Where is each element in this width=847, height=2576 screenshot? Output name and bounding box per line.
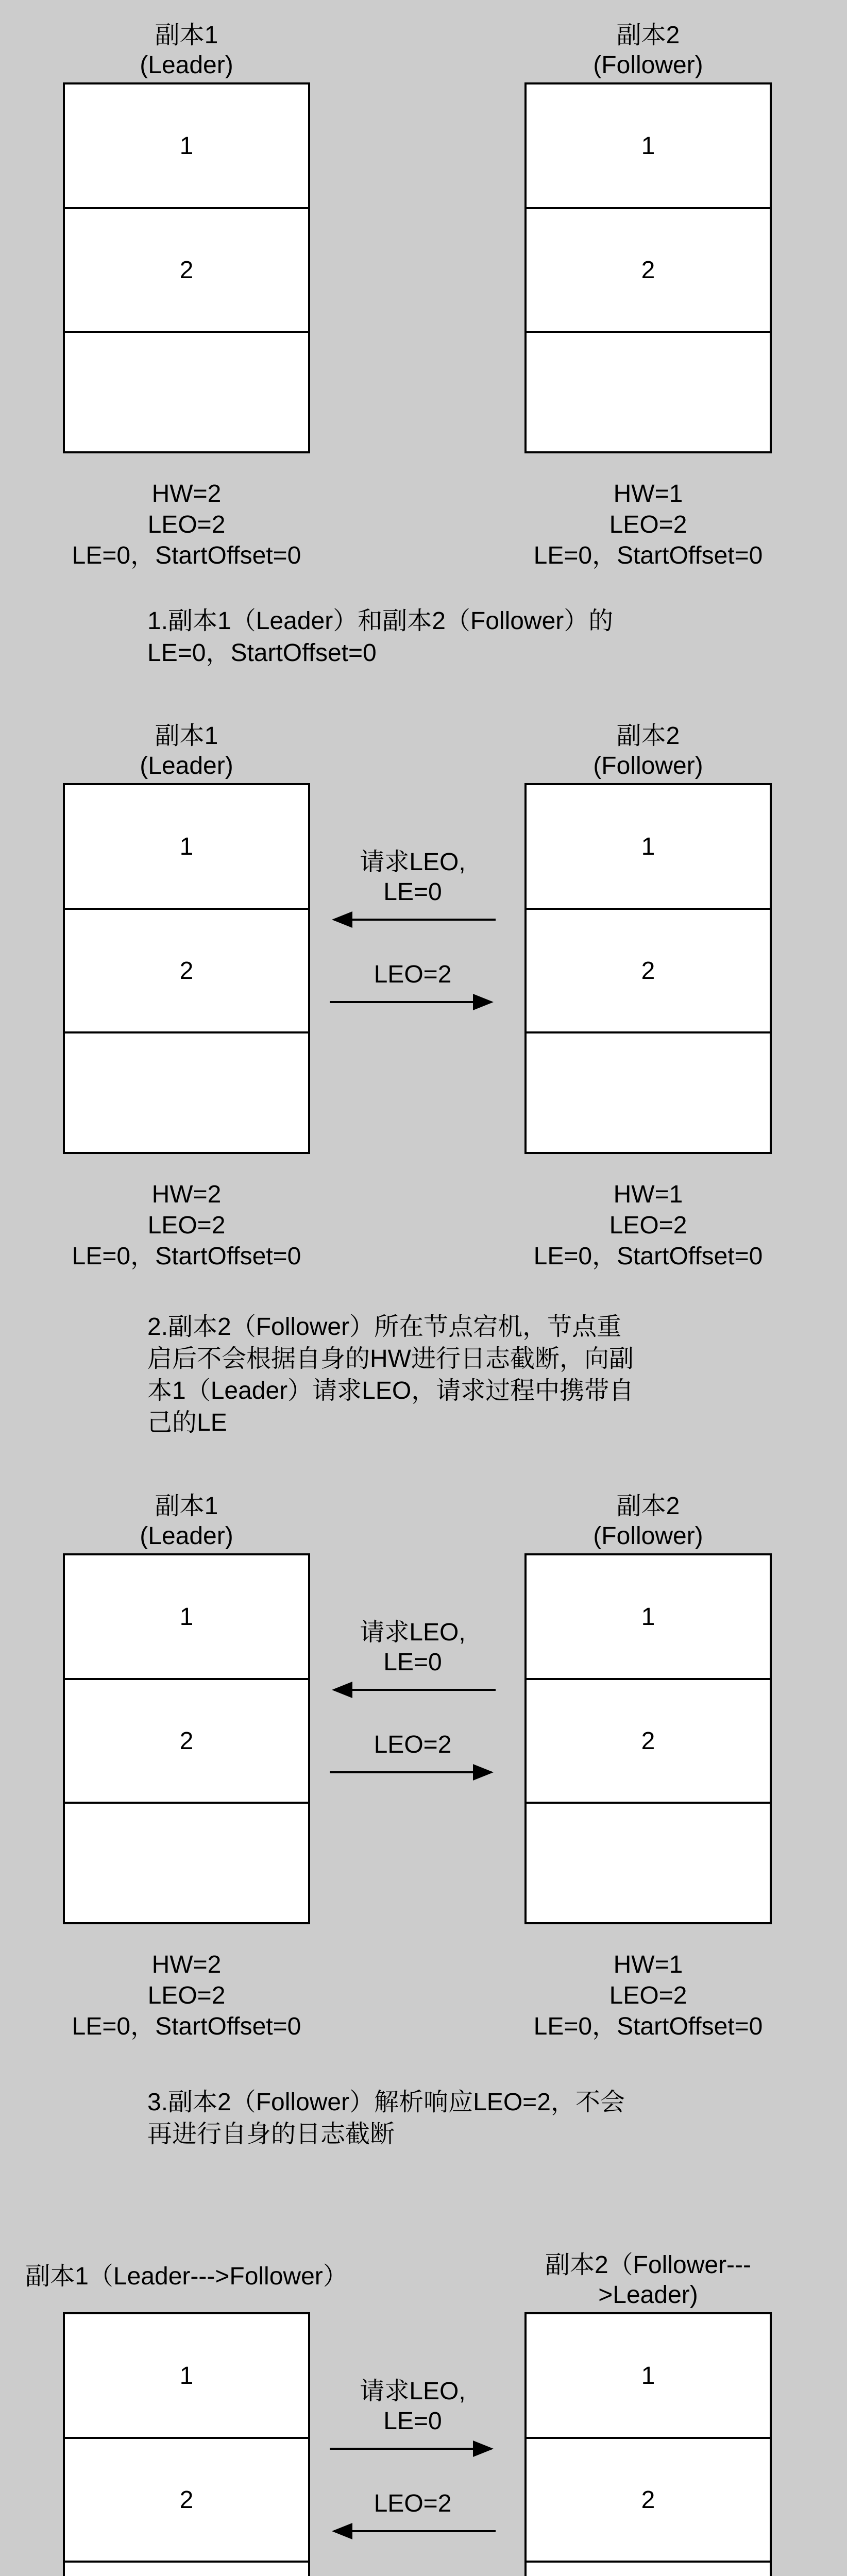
left-stat-line: LE=0，StartOffset=0	[72, 1243, 301, 1270]
log-entry-cell: 2	[527, 207, 770, 331]
right-replica-name: 副本2	[616, 1493, 680, 1520]
left-stat-line: LE=0，StartOffset=0	[72, 542, 301, 569]
right-log-box	[524, 2312, 772, 2576]
log-entry-cell	[65, 2561, 308, 2576]
left-log-box	[63, 1553, 310, 1924]
right-stat-line: HW=1	[613, 1181, 683, 1208]
log-entry-cell: 2	[65, 1678, 308, 1802]
right-replica-name: 副本2	[616, 22, 680, 49]
right-replica-role: (Follower)	[593, 1522, 703, 1550]
right-stat-line: HW=1	[613, 1951, 683, 1978]
left-replica-role: (Leader)	[140, 1522, 233, 1550]
right-stat-line: LE=0，StartOffset=0	[533, 2013, 763, 2040]
right-stat-line: LEO=2	[609, 1982, 687, 2009]
right-replica-role: (Follower)	[593, 52, 703, 79]
right-replica-role: (Follower)	[593, 752, 703, 779]
stage-description: 2.副本2（Follower）所在节点宕机，节点重 启后不会根据自身的HW进行日志截断，向副 本1（Leader）请求LEO，请求过程中携带自 己的LE	[147, 1313, 634, 1436]
arrow-label: 请求LEO, LE=0	[360, 849, 466, 906]
right-log-box	[524, 783, 772, 1154]
log-entry-cell	[527, 1802, 770, 1925]
left-log-box	[63, 783, 310, 1154]
log-entry-cell: 2	[527, 908, 770, 1031]
log-entry-cell: 1	[179, 2362, 194, 2389]
left-stat-line: HW=2	[151, 1951, 222, 1978]
right-stat-line: LEO=2	[609, 511, 687, 538]
log-entry-cell: 2	[527, 1678, 770, 1802]
left-stat-line: HW=2	[151, 1181, 222, 1208]
arrow-label: 请求LEO, LE=0	[360, 2378, 466, 2435]
right-stat-line: HW=1	[613, 480, 683, 507]
log-entry-cell: 1	[641, 2362, 655, 2389]
left-replica-role: (Leader)	[140, 52, 233, 79]
left-stat-line: LE=0，StartOffset=0	[72, 2013, 301, 2040]
log-entry-cell: 1	[641, 132, 655, 160]
left-replica-role: (Leader)	[140, 752, 233, 779]
left-replica-name: 副本1	[155, 722, 218, 750]
left-stat-line: LEO=2	[147, 511, 226, 538]
left-replica-title: 副本1（Leader--->Follower）	[25, 2263, 348, 2290]
left-replica-name: 副本1	[155, 22, 218, 49]
left-log-box	[63, 82, 310, 453]
log-entry-cell	[65, 1802, 308, 1925]
right-stat-line: LE=0，StartOffset=0	[533, 542, 763, 569]
stage-description: 1.副本1（Leader）和副本2（Follower）的 LE=0，StartOffset=0	[147, 607, 614, 667]
log-entry-cell: 1	[179, 1603, 194, 1631]
right-replica-role: >Leader)	[598, 2281, 698, 2309]
log-entry-cell: 2	[65, 2437, 308, 2561]
log-entry-cell: 1	[641, 833, 655, 860]
log-entry-cell: 1	[179, 132, 194, 160]
log-entry-cell	[65, 331, 308, 454]
log-entry-cell: 2	[65, 207, 308, 331]
right-log-box	[524, 82, 772, 453]
right-log-box	[524, 1553, 772, 1924]
log-entry-cell	[65, 1031, 308, 1155]
log-entry-cell	[527, 2561, 770, 2576]
left-stat-line: LEO=2	[147, 1212, 226, 1239]
log-entry-cell: 1	[641, 1603, 655, 1631]
left-replica-name: 副本1	[155, 1493, 218, 1520]
left-stat-line: LEO=2	[147, 1982, 226, 2009]
log-entry-cell	[527, 331, 770, 454]
arrow-label: LEO=2	[374, 2490, 452, 2517]
log-entry-cell: 2	[527, 2437, 770, 2561]
right-replica-name: 副本2	[616, 722, 680, 750]
arrow-label: LEO=2	[374, 1731, 452, 1758]
right-replica-name: 副本2（Follower---	[545, 2251, 752, 2279]
log-entry-cell	[527, 1031, 770, 1155]
left-stat-line: HW=2	[151, 480, 222, 507]
log-entry-cell: 2	[65, 908, 308, 1031]
left-log-box	[63, 2312, 310, 2576]
right-stat-line: LEO=2	[609, 1212, 687, 1239]
stage-description: 3.副本2（Follower）解析响应LEO=2，不会 再进行自身的日志截断	[147, 2089, 625, 2148]
arrow-label: LEO=2	[374, 961, 452, 988]
arrow-label: 请求LEO, LE=0	[360, 1619, 466, 1676]
log-entry-cell: 1	[179, 833, 194, 860]
right-stat-line: LE=0，StartOffset=0	[533, 1243, 763, 1270]
